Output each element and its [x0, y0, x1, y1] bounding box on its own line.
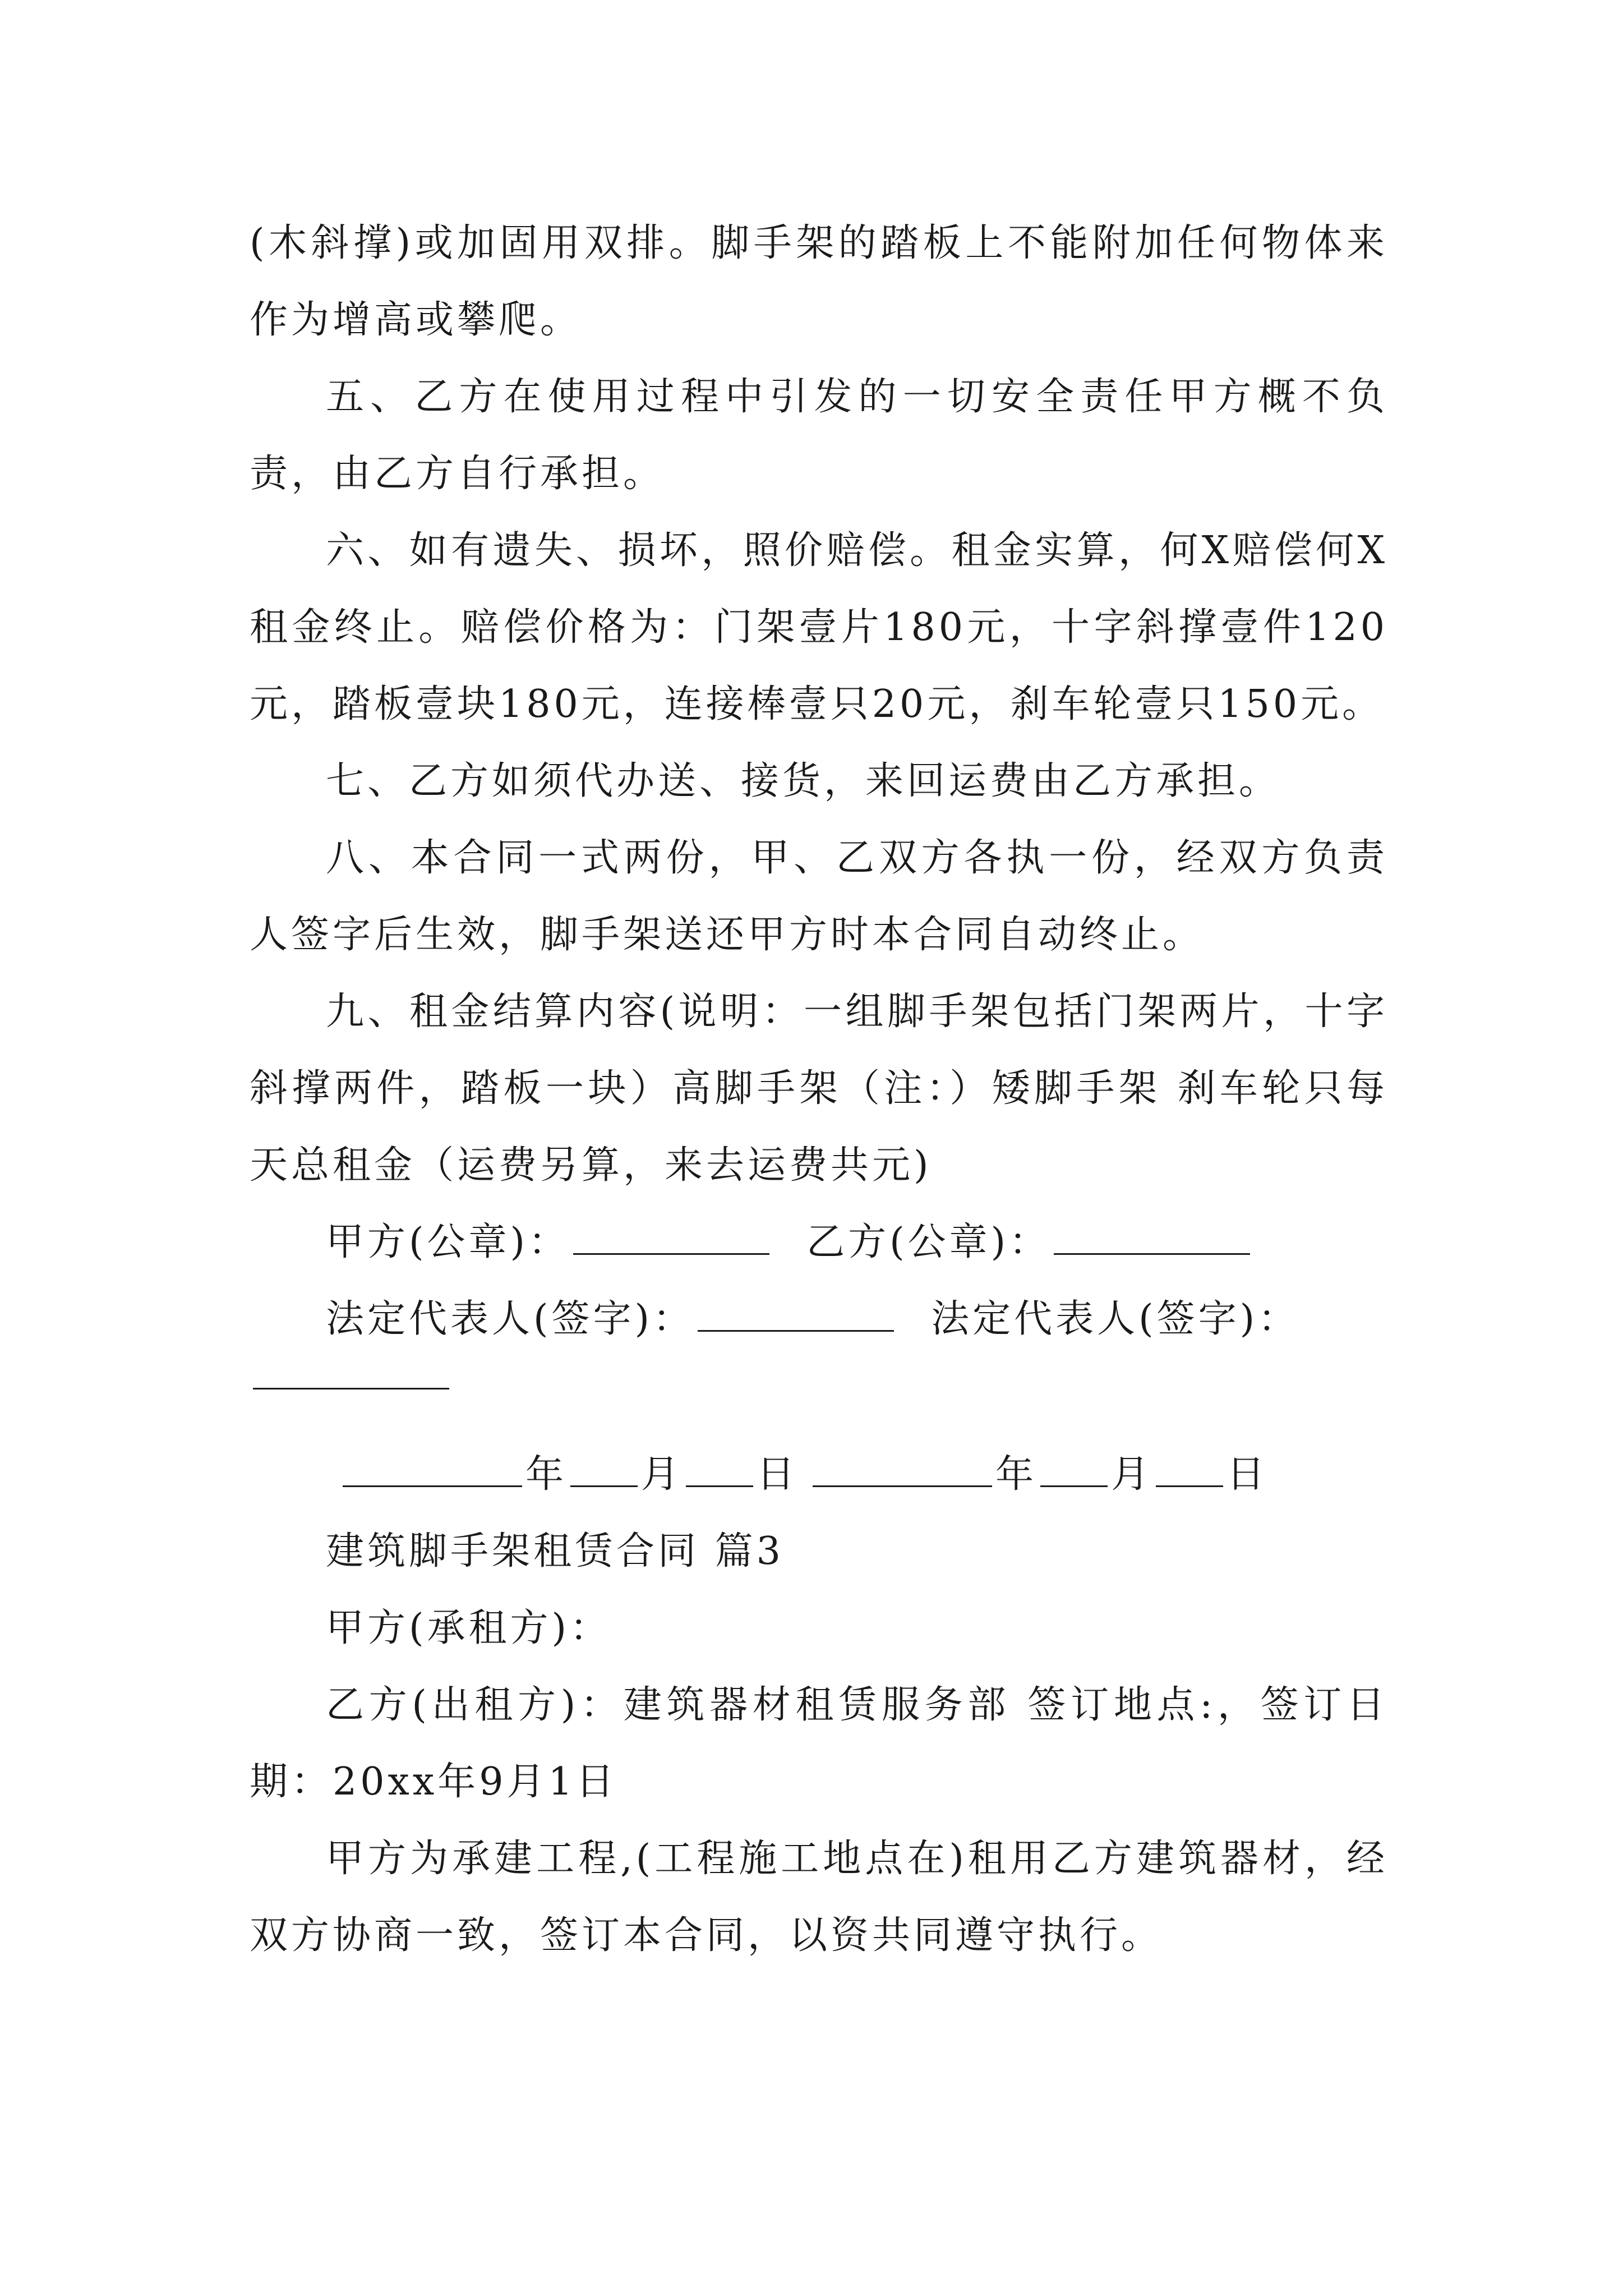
date-a-month-blank — [570, 1455, 638, 1487]
party-a-seal-blank — [573, 1223, 769, 1255]
date-a-day-blank — [686, 1455, 753, 1487]
date-b-month-blank — [1040, 1455, 1108, 1487]
clause-nine: 九、租金结算内容(说明：一组脚手架包括门架两片，十字斜撑两件，踏板一块）高脚手架（注：）矮脚手架 刹车轮只每天总租金（运费另算，来去运费共元) — [250, 990, 1388, 1188]
date-b-day-blank — [1156, 1455, 1223, 1487]
clause-five: 五、乙方在使用过程中引发的一切安全责任甲方概不负责，由乙方自行承担。 — [250, 375, 1388, 496]
section-heading: 建筑脚手架租赁合同 篇3 — [326, 1529, 784, 1573]
rep-b-blank — [253, 1358, 449, 1389]
party-b-seal-label: 乙方(公章)： — [806, 1220, 1051, 1264]
date-b-day-label: 日 — [1227, 1452, 1269, 1497]
representative-row — [250, 1281, 1388, 1358]
date-b-year-blank — [813, 1455, 992, 1487]
party-a-line: 甲方(承租方)： — [326, 1606, 612, 1650]
rep-a-blank — [698, 1300, 894, 1332]
date-row — [250, 1436, 1388, 1513]
rep-b-blank-row — [250, 1358, 1388, 1414]
clause-eight: 八、本合同一式两份，甲、乙双方各执一份，经双方负责人签字后生效，脚手架送还甲方时本合同自动终止。 — [250, 836, 1388, 957]
intro-paragraph: 甲方为承建工程,(工程施工地点在)租用乙方建筑器材，经双方协商一致，签订本合同，以资共同遵守执行。 — [250, 1837, 1388, 1958]
clause-six: 六、如有遗失、损坏，照价赔偿。租金实算，何X赔偿何X租金终止。赔偿价格为：门架壹片180元，十字斜撑壹件120元，踏板壹块180元，连接棒壹只20元，刹车轮壹只150元。 — [250, 528, 1388, 726]
party-b-seal-blank — [1054, 1223, 1250, 1255]
date-a-day-label: 日 — [757, 1452, 799, 1497]
rep-a-label: 法定代表人(签字)： — [326, 1297, 695, 1341]
party-a-seal-label: 甲方(公章)： — [326, 1220, 570, 1264]
date-a-month-label: 月 — [641, 1452, 683, 1497]
date-a-year-label: 年 — [525, 1452, 568, 1497]
seal-row — [250, 1204, 1388, 1281]
document-body — [250, 205, 1388, 1974]
date-a-year-blank — [343, 1455, 522, 1487]
paragraph-continuation: (木斜撑)或加固用双排。脚手架的踏板上不能附加任何物体来作为增高或攀爬。 — [250, 221, 1388, 342]
party-b-line: 乙方(出租方)：建筑器材租赁服务部 签订地点:，签订日期：20xx年9月1日 — [250, 1683, 1388, 1804]
rep-b-label: 法定代表人(签字)： — [931, 1297, 1300, 1341]
clause-seven: 七、乙方如须代办送、接货，来回运费由乙方承担。 — [326, 759, 1281, 803]
date-b-month-label: 月 — [1111, 1452, 1153, 1497]
date-b-year-label: 年 — [995, 1452, 1038, 1497]
